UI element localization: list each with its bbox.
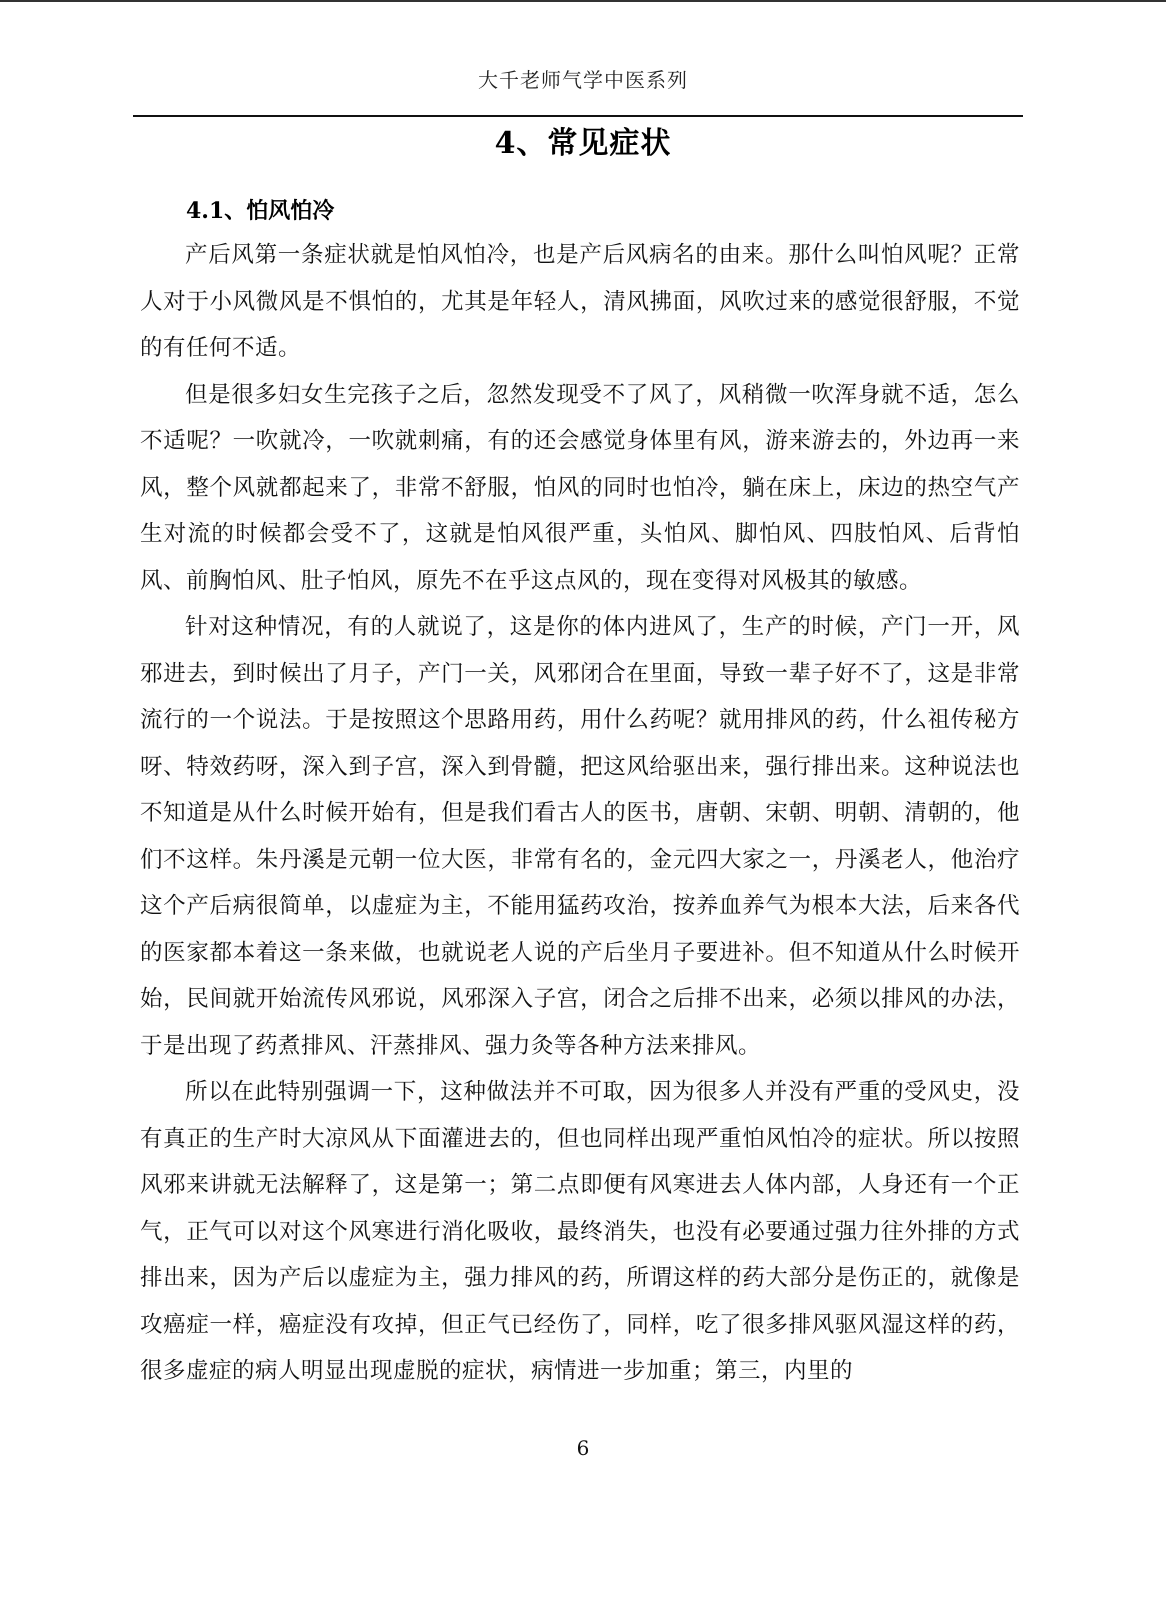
section-title: 4.1、怕风怕冷 (186, 198, 335, 224)
paragraph: 产后风第一条症状就是怕风怕冷，也是产后风病名的由来。那什么叫怕风呢？正常人对于小风微风是不惧怕的，尤其是年轻人，清风拂面，风吹过来的感觉很舒服，不觉的有任何不适。 (140, 242, 1020, 361)
paragraph: 所以在此特别强调一下，这种做法并不可取，因为很多人并没有严重的受风史，没有真正的生产时大凉风从下面灌进去的，但也同样出现严重怕风怕冷的症状。所以按照风邪来讲就无法解释了，这是第一；第二点即便有风寒进去人体内部，人身还有一个正气，正气可以对这个风寒进行消化吸收，最终消失，也没有必要通过强力往外排的方式排出来，因为产后以虚症为主，强力排风的药，所谓这样的药大部分是伤正的，就像是攻癌症一样，癌症没有攻掉，但正气已经伤了，同样，吃了很多排风驱风湿这样的药，很多虚症的病人明显出现虚脱的症状，病情进一步加重；第三，内里的 (140, 1079, 1020, 1384)
body-text (140, 232, 1020, 1395)
running-header: 大千老师气学中医系列 (478, 68, 688, 92)
paragraph: 但是很多妇女生完孩子之后，忽然发现受不了风了，风稍微一吹浑身就不适，怎么不适呢？一吹就冷，一吹就刺痛，有的还会感觉身体里有风，游来游去的，外边再一来风，整个风就都起来了，非常不舒服，怕风的同时也怕冷，躺在床上，床边的热空气产生对流的时候都会受不了，这就是怕风很严重，头怕风、脚怕风、四肢怕风、后背怕风、前胸怕风、肚子怕风，原先不在乎这点风的，现在变得对风极其的敏感。 (140, 381, 1020, 594)
page-number: 6 (576, 1436, 590, 1460)
chapter-title: 4、常见症状 (494, 126, 672, 161)
header-rule (133, 115, 1023, 117)
paragraph: 针对这种情况，有的人就说了，这是你的体内进风了，生产的时候，产门一开，风邪进去，到时候出了月子，产门一关，风邪闭合在里面，导致一辈子好不了，这是非常流行的一个说法。于是按照这个思路用药，用什么药呢？就用排风的药，什么祖传秘方呀、特效药呀，深入到子宫，深入到骨髓，把这风给驱出来，强行排出来。这种说法也不知道是从什么时候开始有，但是我们看古人的医书，唐朝、宋朝、明朝、清朝的，他们不这样。朱丹溪是元朝一位大医，非常有名的，金元四大家之一，丹溪老人，他治疗这个产后病很简单，以虚症为主，不能用猛药攻治，按养血养气为根本大法，后来各代的医家都本着这一条来做，也就说老人说的产后坐月子要进补。但不知道从什么时候开始，民间就开始流传风邪说，风邪深入子宫，闭合之后排不出来，必须以排风的办法，于是出现了药煮排风、汗蒸排风、强力灸等各种方法来排风。 (140, 614, 1020, 1059)
top-border-line (0, 0, 1166, 2)
